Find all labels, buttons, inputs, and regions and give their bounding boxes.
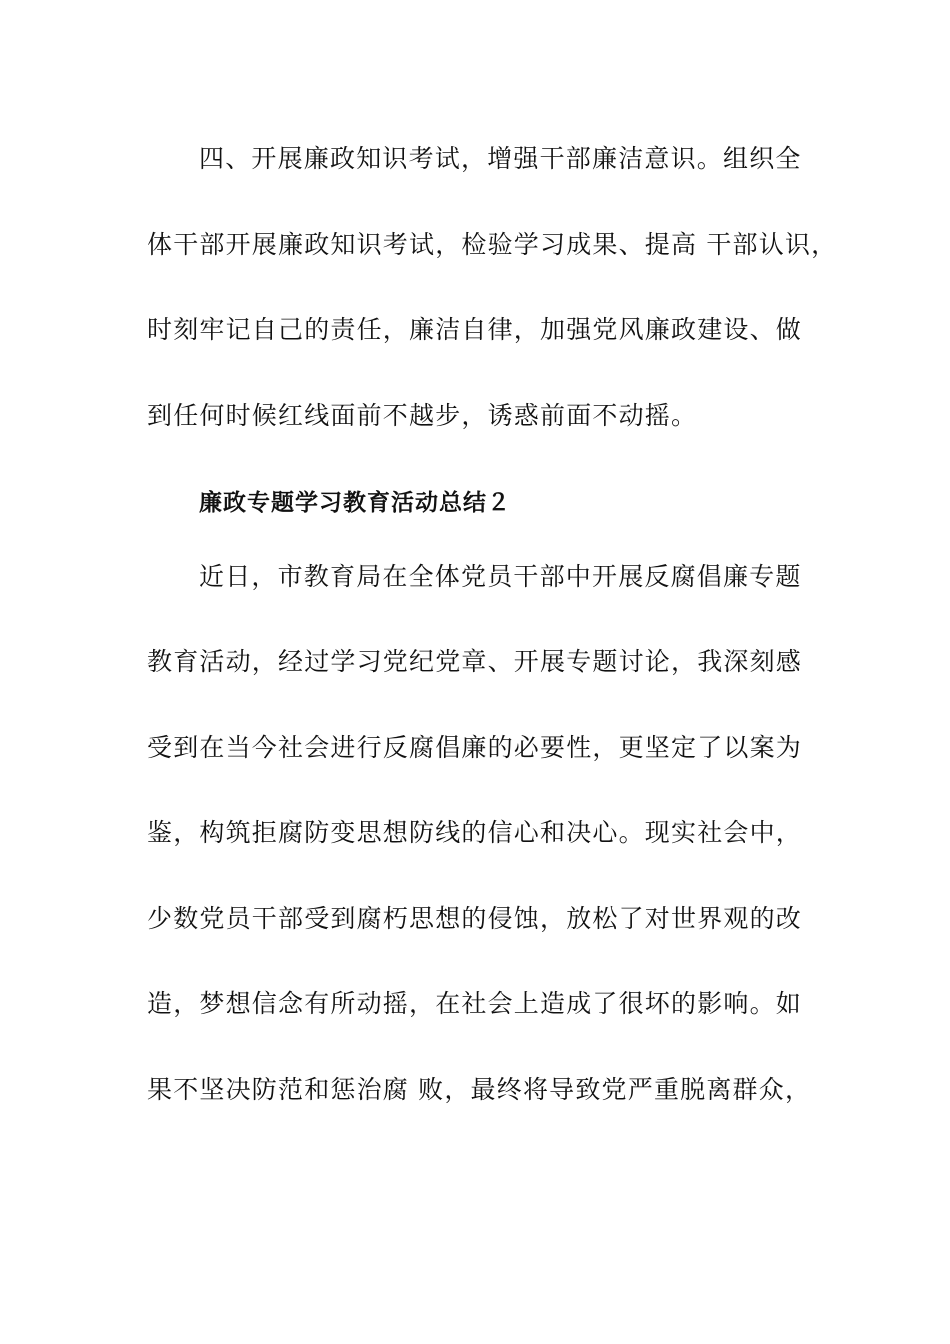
paragraph-1-line-1: 四、开展廉政知识考试，增强干部廉洁意识。组织全 (199, 144, 802, 173)
paragraph-2-line-5: 少数党员干部受到腐朽思想的侵蚀，放松了对世界观的改 (147, 904, 803, 933)
paragraph-2-line-7: 果不坚决防范和惩治腐 败，最终将导致党严重脱离群众， (147, 1075, 812, 1104)
paragraph-2-line-4: 鉴，构筑拒腐防变思想防线的信心和决心。现实社会中， (147, 818, 803, 847)
section-heading: 廉政专题学习教育活动总结２ (199, 490, 511, 516)
paragraph-1-line-4: 到任何时候红线面前不越步，诱惑前面不动摇。 (147, 401, 698, 430)
paragraph-1-line-3: 时刻牢记自己的责任，廉洁自律，加强党风廉政建设、做 (147, 315, 803, 344)
paragraph-2-line-1: 近日，市教育局在全体党员干部中开展反腐倡廉专题 (199, 562, 802, 591)
paragraph-2-line-6: 造，梦想信念有所动摇，在社会上造成了很坏的影响。如 (147, 989, 803, 1018)
paragraph-2-line-3: 受到在当今社会进行反腐倡廉的必要性，更坚定了以案为 (147, 733, 803, 762)
paragraph-1-line-2: 体干部开展廉政知识考试，检验学习成果、提高 干部认识， (147, 230, 838, 259)
paragraph-2-line-2: 教育活动，经过学习党纪党章、开展专题讨论，我深刻感 (147, 647, 803, 676)
